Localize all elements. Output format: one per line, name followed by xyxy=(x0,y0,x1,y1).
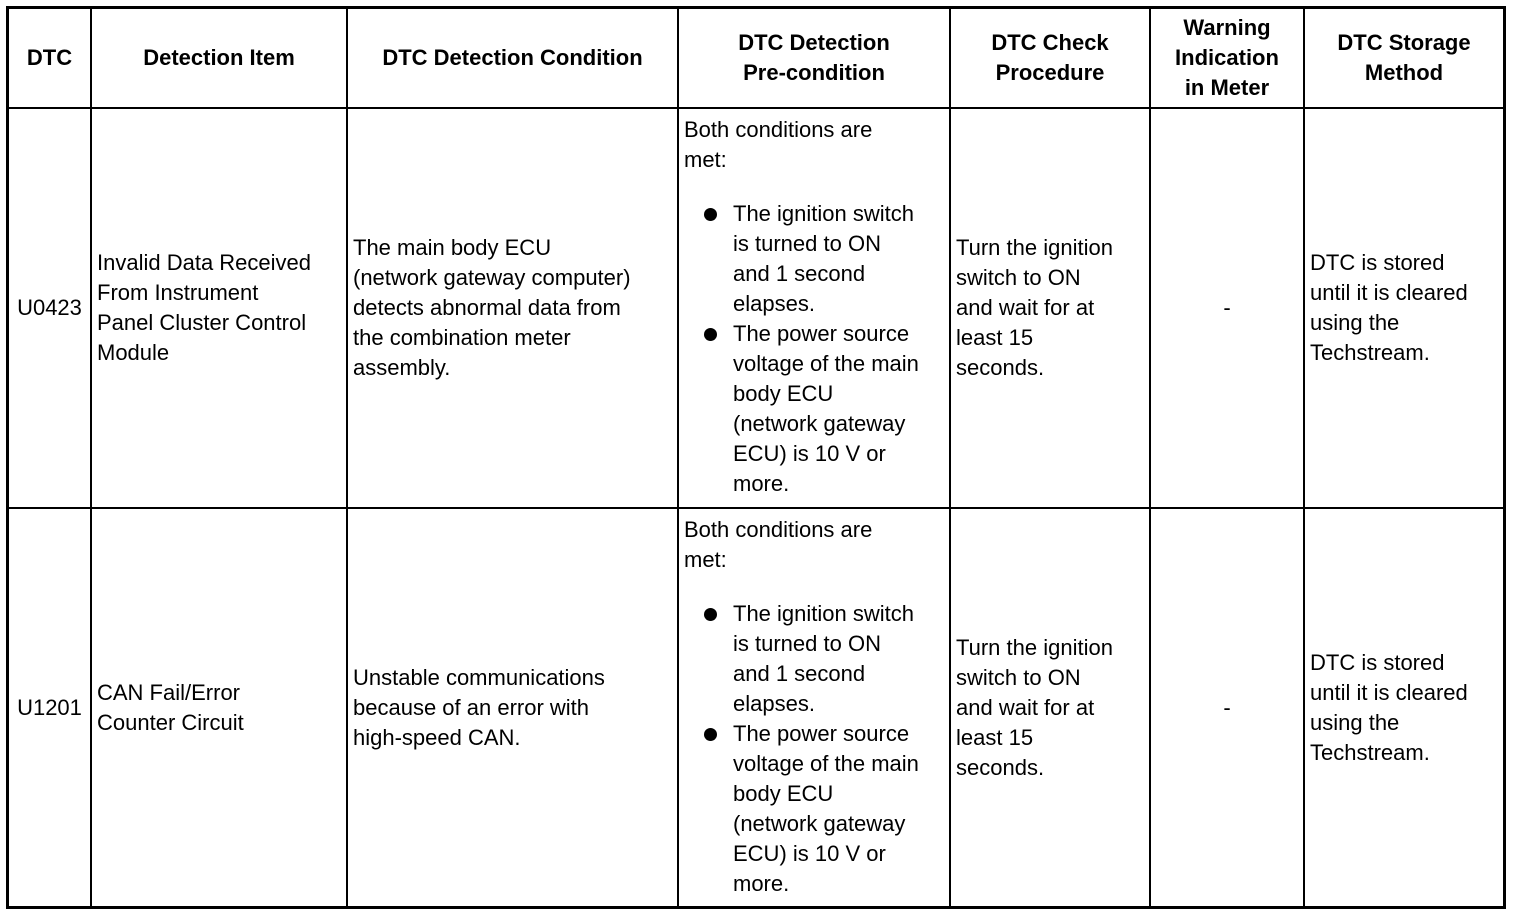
text-line: voltage of the main xyxy=(733,751,919,776)
table-grid xyxy=(9,9,1503,906)
header-detection-condition xyxy=(348,9,677,107)
row-1-dtc xyxy=(9,109,90,507)
text-line: more. xyxy=(733,871,790,896)
text-line: Turn the ignition xyxy=(956,634,1113,660)
text-line: body ECU xyxy=(733,781,834,806)
row-2-detection-item xyxy=(92,509,346,906)
text-line: Both conditions are xyxy=(684,517,873,542)
header-detection-item-label: Detection Item xyxy=(143,45,295,70)
row-2-detection-condition xyxy=(348,509,677,906)
bullet-icon xyxy=(704,208,717,221)
header-dtc xyxy=(9,9,90,107)
text-line: (network gateway xyxy=(733,811,906,836)
text-line: met: xyxy=(684,147,727,172)
header-check-procedure-line: Procedure xyxy=(995,60,1105,85)
text-line: Invalid Data Received xyxy=(97,250,312,275)
header-warning-line: Warning xyxy=(1183,15,1271,40)
text-line: The ignition switch xyxy=(733,201,914,226)
list-item xyxy=(684,599,949,719)
row-1-detection-item xyxy=(92,109,346,507)
text-line: Techstream. xyxy=(1310,340,1430,365)
warning-value: - xyxy=(1223,295,1231,320)
text-line: switch to ON xyxy=(956,664,1081,690)
dtc-code: U1201 xyxy=(17,694,82,720)
text-line: switch to ON xyxy=(956,265,1081,290)
header-storage-line: Method xyxy=(1364,60,1444,85)
text-line: and wait for at xyxy=(956,295,1095,320)
header-pre-condition-line: Pre-condition xyxy=(743,60,885,85)
text-line: least 15 xyxy=(956,325,1034,350)
row-2-warning xyxy=(1151,509,1303,906)
text-line: until it is cleared xyxy=(1310,679,1468,705)
text-line: assembly. xyxy=(353,355,451,380)
row-1-detection-condition xyxy=(348,109,677,507)
text-line: DTC is stored xyxy=(1310,250,1445,275)
text-line: using the xyxy=(1310,310,1400,335)
header-pre-condition-line: DTC Detection xyxy=(738,30,890,55)
text-line: the combination meter xyxy=(353,325,571,350)
text-line: least 15 xyxy=(956,724,1034,750)
text-line: The power source xyxy=(733,321,910,346)
row-2-pre-condition xyxy=(679,509,949,906)
text-line: ECU) is 10 V or xyxy=(733,441,886,466)
text-line: The main body ECU xyxy=(353,235,552,260)
header-pre-condition xyxy=(679,9,949,107)
header-storage xyxy=(1305,9,1503,107)
text-line: elapses. xyxy=(733,291,815,316)
text-line: is turned to ON xyxy=(733,231,881,256)
dtc-table xyxy=(6,6,1506,909)
text-line: Counter Circuit xyxy=(97,709,244,735)
bullet-icon xyxy=(704,728,717,741)
text-line: voltage of the main xyxy=(733,351,919,376)
text-line: From Instrument xyxy=(97,280,259,305)
row-1-storage xyxy=(1305,109,1503,507)
text-line: more. xyxy=(733,471,790,496)
header-detection-item xyxy=(92,9,346,107)
text-line: DTC is stored xyxy=(1310,649,1445,675)
list-item xyxy=(684,719,949,899)
row-2-storage xyxy=(1305,509,1503,906)
text-line: met: xyxy=(684,547,727,572)
text-line: seconds. xyxy=(956,355,1045,380)
text-line: The power source xyxy=(733,721,910,746)
text-line: Module xyxy=(97,340,170,365)
text-line: using the xyxy=(1310,709,1400,735)
text-line: Turn the ignition xyxy=(956,235,1113,260)
row-1-pre-condition xyxy=(679,109,949,507)
pre-condition-intro xyxy=(684,515,949,575)
header-storage-line: DTC Storage xyxy=(1337,30,1471,55)
warning-value: - xyxy=(1223,694,1231,720)
header-warning xyxy=(1151,9,1303,107)
text-line: Both conditions are xyxy=(684,117,873,142)
condition-list xyxy=(684,199,949,499)
text-line: and 1 second xyxy=(733,261,866,286)
text-line: (network gateway computer) xyxy=(353,265,631,290)
text-line: elapses. xyxy=(733,691,815,716)
row-2-dtc xyxy=(9,509,90,906)
text-line: Unstable communications xyxy=(353,664,605,690)
header-check-procedure xyxy=(951,9,1149,107)
list-item xyxy=(684,319,949,499)
text-line: high-speed CAN. xyxy=(353,724,521,750)
dtc-code: U0423 xyxy=(17,295,82,320)
text-line: and 1 second xyxy=(733,661,866,686)
text-line: Panel Cluster Control xyxy=(97,310,307,335)
row-1-warning xyxy=(1151,109,1303,507)
bullet-icon xyxy=(704,608,717,621)
header-check-procedure-line: DTC Check xyxy=(991,30,1109,55)
header-warning-line: Indication xyxy=(1175,45,1279,70)
text-line: The ignition switch xyxy=(733,601,914,626)
bullet-icon xyxy=(704,328,717,341)
header-detection-condition-label: DTC Detection Condition xyxy=(382,45,643,70)
list-item xyxy=(684,199,949,319)
text-line: and wait for at xyxy=(956,694,1095,720)
row-2-check-procedure xyxy=(951,509,1149,906)
text-line: is turned to ON xyxy=(733,631,881,656)
text-line: seconds. xyxy=(956,754,1045,780)
text-line: detects abnormal data from xyxy=(353,295,621,320)
row-1-check-procedure xyxy=(951,109,1149,507)
condition-list xyxy=(684,599,949,899)
text-line: (network gateway xyxy=(733,411,906,436)
text-line: body ECU xyxy=(733,381,834,406)
text-line: Techstream. xyxy=(1310,739,1430,765)
text-line: because of an error with xyxy=(353,694,590,720)
text-line: until it is cleared xyxy=(1310,280,1468,305)
text-line: ECU) is 10 V or xyxy=(733,841,886,866)
header-dtc-label: DTC xyxy=(26,45,73,70)
pre-condition-intro xyxy=(684,115,949,175)
header-warning-line: in Meter xyxy=(1184,75,1270,100)
text-line: CAN Fail/Error xyxy=(97,679,241,705)
